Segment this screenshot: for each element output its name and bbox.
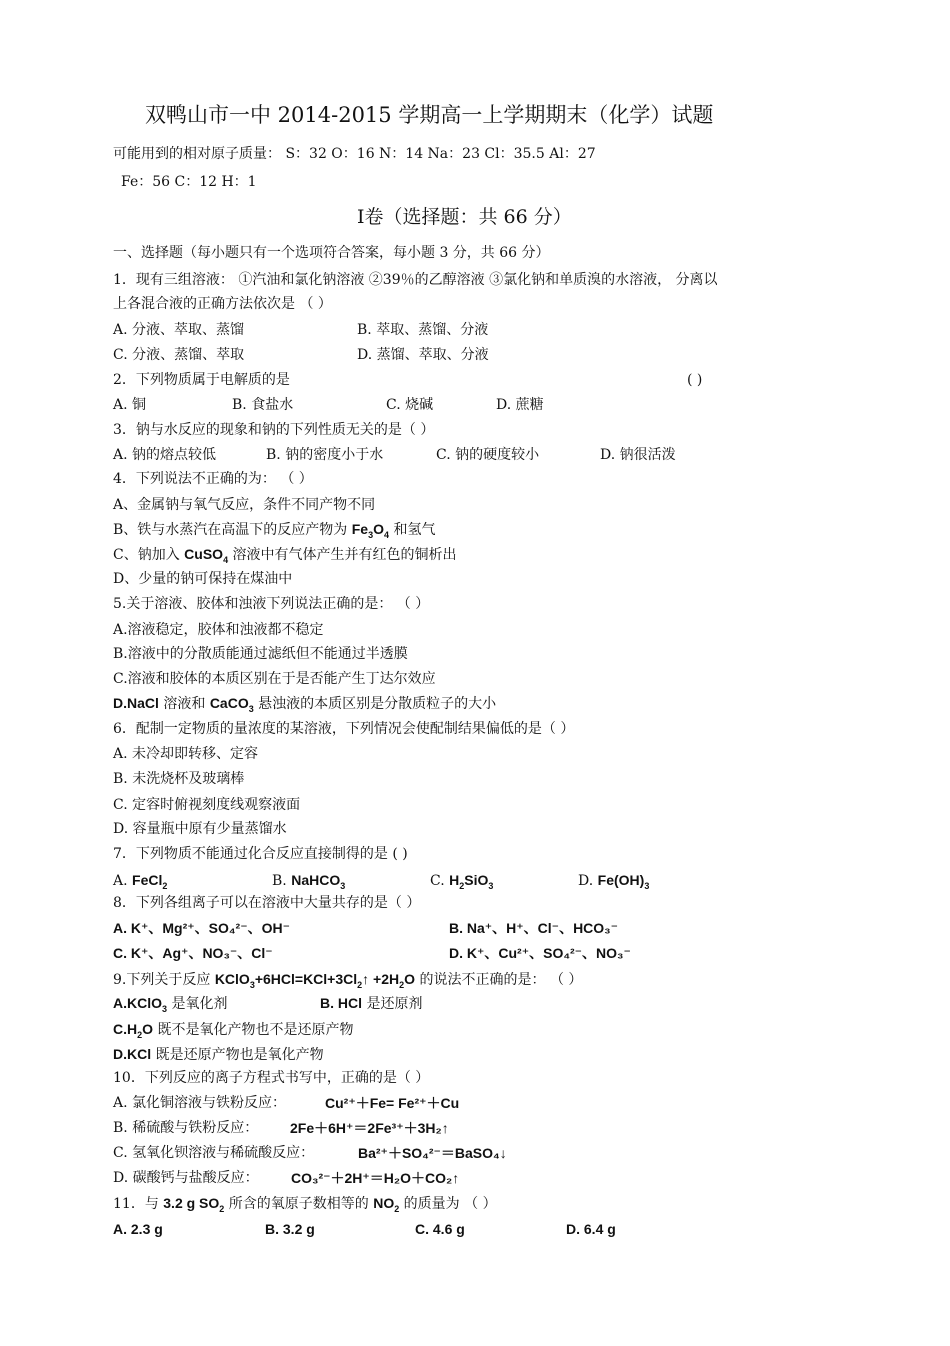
q5-stem: 5.关于溶液、胶体和浊液下列说法正确的是： （ ） [113, 596, 430, 612]
q2-stem: 2．下列物质属于电解质的是 [113, 372, 290, 388]
q7-option-b: B. NaHCO$_3$ [272, 872, 346, 891]
q2-option-a: A. 铜 [113, 397, 147, 413]
q6-option-d: D. 容量瓶中原有少量蒸馏水 [113, 821, 287, 837]
q10-option-c-equation: Ba²⁺＋SO₄²⁻＝BaSO₄↓ [358, 1145, 507, 1161]
q5-option-a: A.溶液稳定，胶体和浊液都不稳定 [113, 622, 324, 638]
q1-option-d: D. 蒸馏、萃取、分液 [357, 347, 489, 363]
q4-option-a: A、金属钠与氧气反应，条件不同产物不同 [113, 497, 376, 513]
atomic-masses-line-1: 可能用到的相对原子质量： S：32 O：16 N：14 Na：23 Cl：35.5 Al：27 [113, 146, 596, 162]
q1-option-c: C. 分液、蒸馏、萃取 [113, 347, 245, 363]
q5-option-d: D.NaCl 溶液和 CaCO$_3$ 悬浊液的本质区别是分散质粒子的大小 [113, 695, 497, 714]
page-title: 双鸭山市一中 2014-2015 学期高一上学期期末（化学）试题 [145, 103, 714, 127]
q3-option-a: A. 钠的熔点较低 [113, 447, 217, 463]
q11-option-c: C. 4.6 g [415, 1221, 465, 1237]
q2-option-d: D. 蔗糖 [496, 397, 544, 413]
q10-option-d-text: D. 碳酸钙与盐酸反应： [113, 1170, 259, 1186]
q7-option-c: C. $H_2SiO_3$ [430, 872, 494, 891]
q9-option-b: B. HCl 是还原剂 [320, 995, 423, 1012]
section-title: Ⅰ卷（选择题：共 66 分） [357, 206, 572, 228]
q8-stem: 8．下列各组离子可以在溶液中大量共存的是（ ） [113, 895, 421, 911]
section-instruction: 一、选择题（每小题只有一个选项符合答案，每小题 3 分，共 66 分） [113, 245, 550, 261]
q9-option-c: $C.H_2O$ 既不是氧化产物也不是还原产物 [113, 1021, 354, 1040]
q6-option-b: B. 未洗烧杯及玻璃棒 [113, 771, 245, 787]
q2-option-c: C. 烧碱 [386, 397, 434, 413]
q1-stem-line-2: 上各混合液的正确方法依次是 （ ） [113, 296, 332, 312]
q5-option-b: B.溶液中的分散质能通过滤纸但不能通过半透膜 [113, 646, 408, 662]
q10-option-a-equation: Cu²⁺＋Fe= Fe²⁺＋Cu [325, 1095, 460, 1111]
q1-option-b: B. 萃取、蒸馏、分液 [357, 322, 489, 338]
q3-option-c: C. 钠的硬度较小 [436, 447, 540, 463]
q3-option-b: B. 钠的密度小于水 [266, 447, 384, 463]
q7-option-d: D. $Fe(OH)_3$ [578, 872, 650, 891]
q3-stem: 3．钠与水反应的现象和钠的下列性质无关的是（ ） [113, 422, 435, 438]
q2-answer-paren: ( ) [687, 372, 703, 388]
q10-option-c-text: C. 氢氧化钡溶液与稀硫酸反应： [113, 1145, 315, 1161]
q7-stem: 7．下列物质不能通过化合反应直接制得的是 ( ) [113, 846, 408, 862]
q9-option-d: D.KCl 既是还原产物也是氧化产物 [113, 1046, 324, 1063]
q1-option-a: A. 分液、萃取、蒸馏 [113, 322, 245, 338]
q9-option-a: A.KClO$_3$ 是氧化剂 [113, 995, 228, 1014]
q2-option-b: B. 食盐水 [232, 397, 294, 413]
q4-option-d: D、少量的钠可保持在煤油中 [113, 571, 293, 587]
q11-option-d: D. 6.4 g [566, 1221, 616, 1237]
q4-option-b: B、铁与水蒸汽在高温下的反应产物为 $Fe_3O_4$ 和氢气 [113, 521, 436, 540]
atomic-masses-line-2: Fe：56 C：12 H：1 [121, 174, 257, 190]
q8-option-c: C. K⁺、Ag⁺、NO₃⁻、Cl⁻ [113, 945, 273, 961]
q10-option-b-equation: 2Fe＋6H⁺＝2Fe³⁺＋3H₂↑ [290, 1120, 449, 1136]
q10-stem: 10．下列反应的离子方程式书写中，正确的是（ ） [113, 1070, 430, 1086]
q1-stem-line-1: 1．现有三组溶液： ①汽油和氯化钠溶液 ②39％的乙醇溶液 ③氯化钠和单质溴的水溶液， 分离以 [113, 272, 718, 288]
q4-option-c: C、钠加入 CuSO$_4$ 溶液中有气体产生并有红色的铜析出 [113, 546, 457, 565]
q7-option-a: A. FeCl$_2$ [113, 872, 168, 891]
q11-option-a: A. 2.3 g [113, 1221, 163, 1237]
q10-option-d-equation: CO₃²⁻＋2H⁺＝H₂O＋CO₂↑ [291, 1170, 460, 1186]
q6-option-c: C. 定容时俯视刻度线观察液面 [113, 797, 301, 813]
q4-stem: 4．下列说法不正确的为： （ ） [113, 471, 313, 487]
q8-option-d: D. K⁺、Cu²⁺、SO₄²⁻、NO₃⁻ [449, 945, 631, 961]
q10-option-b-text: B. 稀硫酸与铁粉反应： [113, 1120, 259, 1136]
q9-stem: 9.下列关于反应 $KClO_3+6HCl=KCl+3Cl_2↑ +2H_2O$ 的说法不正确的是： （ ） [113, 971, 583, 990]
q8-option-b: B. Na⁺、H⁺、Cl⁻、HCO₃⁻ [449, 920, 619, 936]
q5-option-c: C.溶液和胶体的本质区别在于是否能产生丁达尔效应 [113, 671, 436, 687]
q11-option-b: B. 3.2 g [265, 1221, 315, 1237]
q6-option-a: A. 未冷却即转移、定容 [113, 746, 259, 762]
q8-option-a: A. K⁺、Mg²⁺、SO₄²⁻、OH⁻ [113, 920, 290, 936]
q10-option-a-text: A. 氯化铜溶液与铁粉反应： [113, 1095, 287, 1111]
q11-stem: 11．与 3.2 g $SO_2$ 所含的氧原子数相等的 $NO_2$ 的质量为 （ ） [113, 1195, 497, 1214]
q3-option-d: D. 钠很活泼 [600, 447, 676, 463]
q6-stem: 6．配制一定物质的量浓度的某溶液，下列情况会使配制结果偏低的是（ ） [113, 721, 575, 737]
